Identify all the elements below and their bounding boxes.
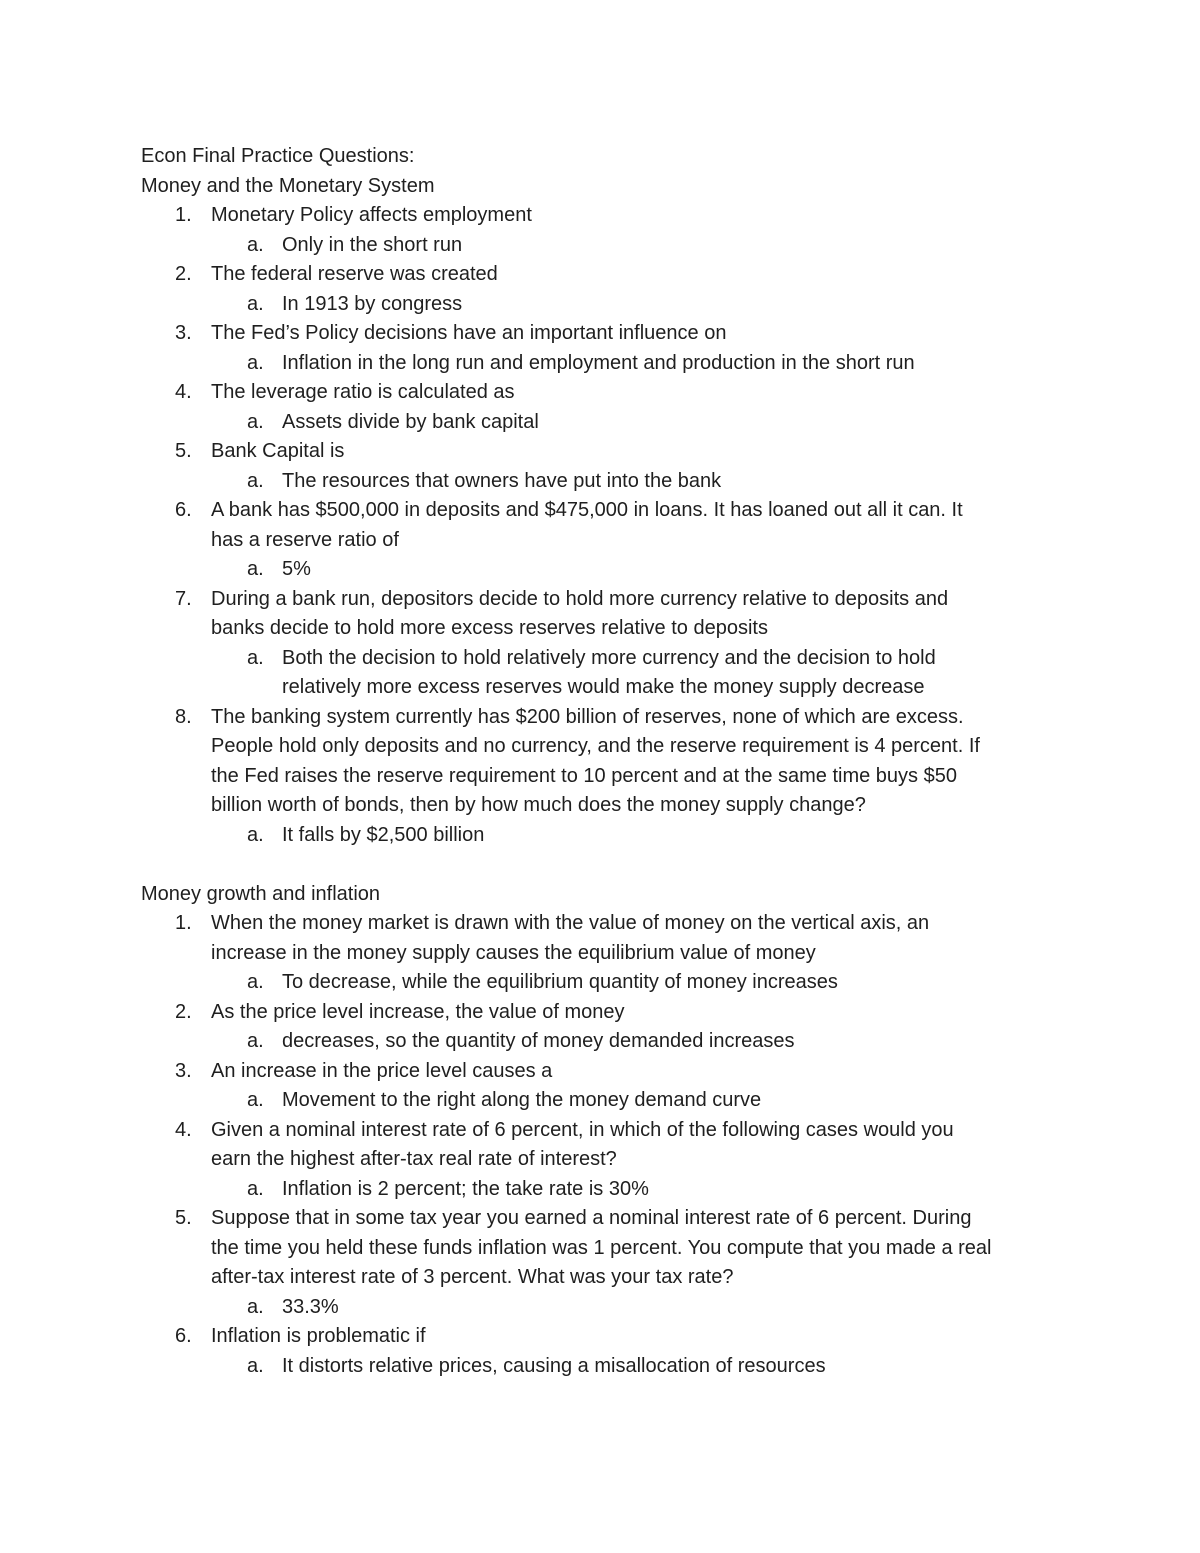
answer-text-line: Assets divide by bank capital [282,410,539,433]
question-number: 4. [175,1118,192,1141]
answer-text-line: Only in the short run [282,233,463,256]
question-text-line: Bank Capital is [211,440,345,462]
answer-marker: a. [247,292,264,315]
question-text-line: During a bank run, depositors decide to hold more currency relative to deposits and [211,587,949,610]
question-item [141,260,1071,319]
answer-marker: a. [247,823,264,846]
question-item [141,909,1071,998]
question-text-line: The leverage ratio is calculated as [211,381,515,403]
question-number: 1. [175,204,192,226]
question-item [141,703,1071,851]
answer [141,1293,1071,1323]
question-stem [141,201,1071,231]
answer-marker: a. [247,1089,264,1111]
question-stem [141,1322,1071,1352]
question-text-line: the Fed raises the reserve requirement to 10 percent and at the same time buys $50 [211,764,957,787]
question-number: 7. [175,587,192,610]
question-stem [141,260,1071,290]
answer-text-line: In 1913 by congress [282,292,463,315]
answer-marker: a. [247,351,264,374]
answer-marker: a. [247,558,264,580]
answer-marker: a. [247,1177,264,1200]
question-number: 8. [175,705,192,728]
question-text-line: Suppose that in some tax year you earned a nominal interest rate of 6 percent. During [211,1207,972,1229]
document-section [141,880,1071,1382]
answer-text-line: Movement to the right along the money demand curve [282,1089,762,1111]
answer-marker: a. [247,410,264,433]
question-stem [141,1204,1071,1293]
question-stem [141,909,1071,968]
question-number: 4. [175,381,192,403]
question-item [141,437,1071,496]
answer-text-line: The resources that owners have put into the bank [282,469,722,492]
answer-text-line: Inflation is 2 percent; the take rate is 30% [282,1177,649,1200]
answer [141,349,1071,379]
question-text-line: banks decide to hold more excess reserves relative to deposits [211,617,768,639]
question-number: 2. [175,1000,192,1023]
question-text-line: increase in the money supply causes the equilibrium value of money [211,941,816,964]
question-text-line: earn the highest after-tax real rate of interest? [211,1148,617,1170]
question-text-line: The Fed’s Policy decisions have an important influence on [211,322,727,344]
question-number: 6. [175,499,192,521]
question-text-line: An increase in the price level causes a [211,1059,553,1082]
question-text-line: after-tax interest rate of 3 percent. What was your tax rate? [211,1266,734,1288]
question-text-line: billion worth of bonds, then by how much does the money supply change? [211,794,866,816]
answer-text-line: relatively more excess reserves would make the money supply decrease [282,676,925,698]
question-item [141,1204,1071,1322]
answer [141,821,1071,851]
question-text-line: The federal reserve was created [211,263,498,285]
document-page [141,142,1071,1381]
answer [141,1086,1071,1116]
question-stem [141,437,1071,467]
answer-marker: a. [247,1295,264,1318]
answer-text-line: 5% [282,558,311,580]
answer-marker: a. [247,1354,264,1377]
answer-marker: a. [247,1030,264,1052]
question-item [141,201,1071,260]
answer [141,1175,1071,1205]
question-stem [141,496,1071,555]
question-item [141,998,1071,1057]
answer [141,1352,1071,1382]
question-number: 3. [175,322,192,344]
document-section [141,172,1071,851]
question-text-line: has a reserve ratio of [211,528,399,551]
section-heading: Money and the Monetary System [141,174,435,197]
answer [141,290,1071,320]
question-text-line: Inflation is problematic if [211,1325,426,1347]
question-text-line: As the price level increase, the value of money [211,1000,625,1023]
question-number: 1. [175,912,192,934]
question-number: 2. [175,263,192,285]
answer-marker: a. [247,469,264,492]
question-text-line: People hold only deposits and no currency, and the reserve requirement is 4 percent. If [211,735,980,757]
question-text-line: A bank has $500,000 in deposits and $475,000 in loans. It has loaned out all it can. It [211,499,963,521]
question-text-line: the time you held these funds inflation was 1 percent. You compute that you made a real [211,1236,992,1259]
answer [141,1027,1071,1057]
answer-text-line: It falls by $2,500 billion [282,823,485,846]
question-text-line: Monetary Policy affects employment [211,204,532,226]
question-item [141,1322,1071,1381]
question-item [141,319,1071,378]
question-number: 5. [175,1207,192,1229]
answer-text-line: Both the decision to hold relatively more currency and the decision to hold [282,646,936,669]
question-list [141,909,1071,1381]
question-stem [141,319,1071,349]
answer-text-line: Inflation in the long run and employment and production in the short run [282,351,915,374]
question-item [141,1116,1071,1205]
answer-text-line: decreases, so the quantity of money demanded increases [282,1030,795,1052]
question-stem [141,585,1071,644]
answer [141,644,1071,703]
answer-marker: a. [247,233,264,256]
question-text-line: When the money market is drawn with the value of money on the vertical axis, an [211,912,930,934]
answer [141,408,1071,438]
answer-marker: a. [247,646,264,669]
question-text-line: Given a nominal interest rate of 6 percent, in which of the following cases would you [211,1118,954,1141]
section-heading: Money growth and inflation [141,882,381,905]
question-item [141,496,1071,585]
question-item [141,1057,1071,1116]
question-text-line: The banking system currently has $200 billion of reserves, none of which are excess. [211,705,964,728]
question-stem [141,1116,1071,1175]
answer-text-line: 33.3% [282,1295,339,1318]
question-number: 6. [175,1325,192,1347]
answer-text-line: It distorts relative prices, causing a misallocation of resources [282,1354,826,1377]
question-stem [141,1057,1071,1087]
answer [141,555,1071,585]
answer [141,467,1071,497]
answer [141,968,1071,998]
question-list [141,201,1071,850]
question-item [141,585,1071,703]
question-stem [141,998,1071,1028]
question-stem [141,378,1071,408]
answer [141,231,1071,261]
question-item [141,378,1071,437]
question-stem [141,703,1071,821]
answer-marker: a. [247,971,264,993]
question-number: 3. [175,1059,192,1082]
question-number: 5. [175,440,192,462]
document-title: Econ Final Practice Questions: [141,145,415,167]
answer-text-line: To decrease, while the equilibrium quantity of money increases [282,971,838,993]
document-body [141,172,1071,1382]
